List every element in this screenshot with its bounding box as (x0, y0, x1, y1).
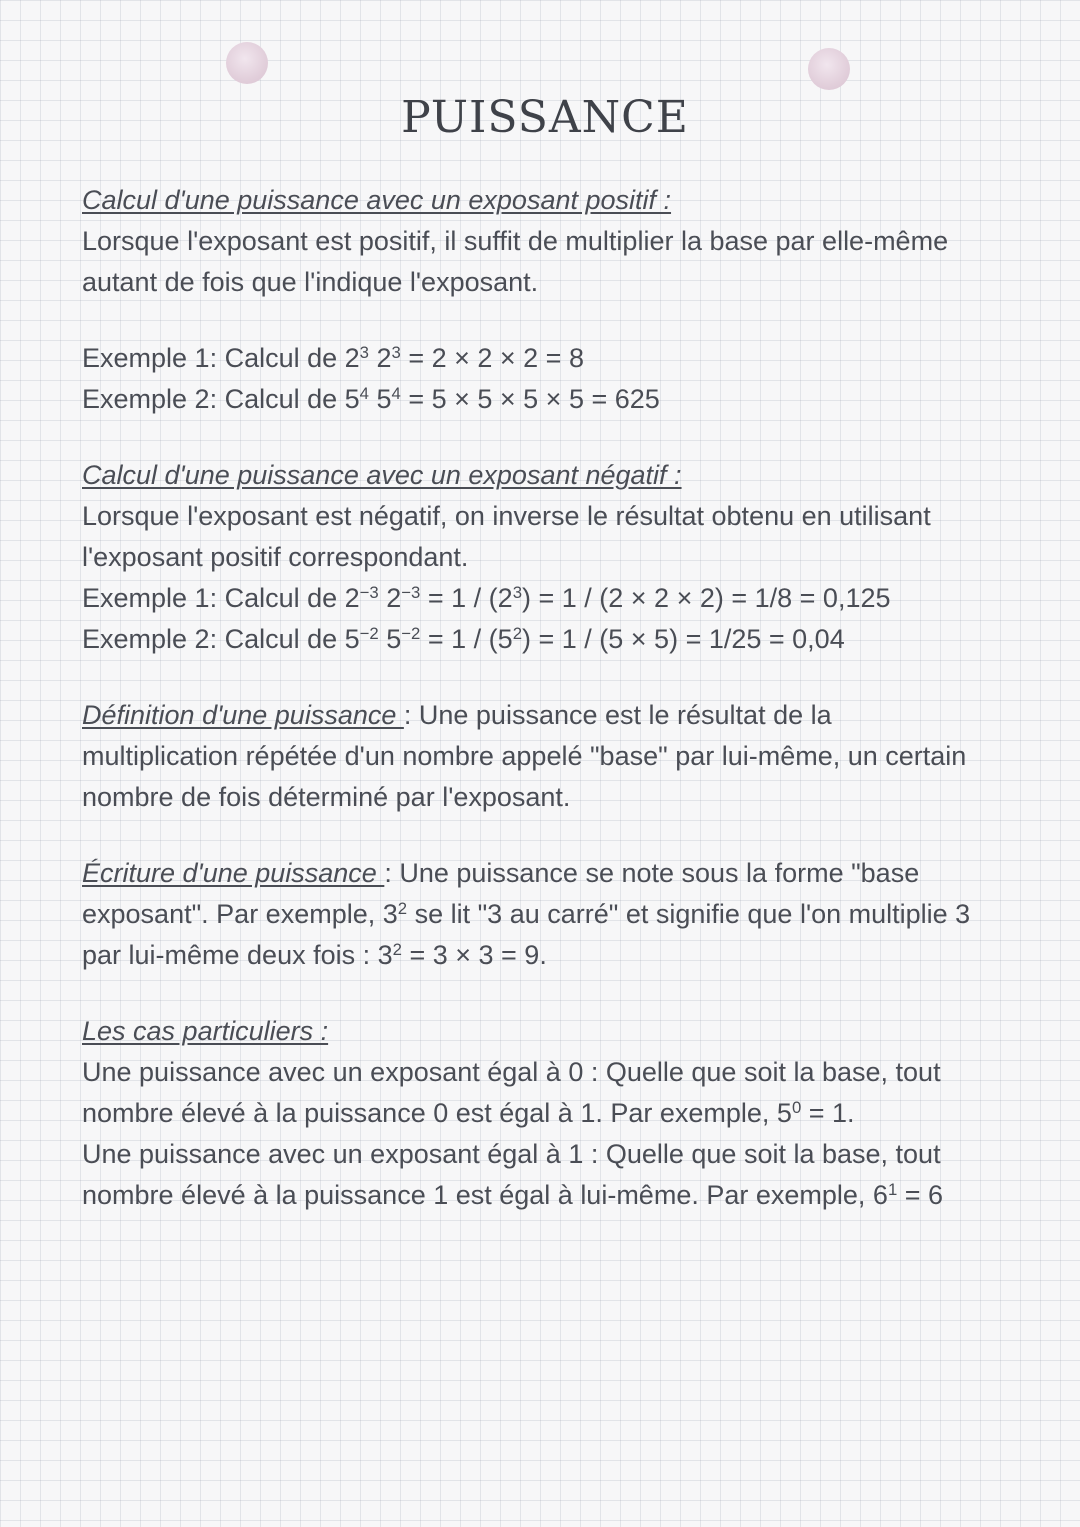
section-text: Une puissance avec un exposant égal à 0 : Quelle que soit la base, tout nombre élevé à la puissance 0 est égal à 1. Par exemple, $5^0 = 1$. (82, 1057, 941, 1128)
section-text: Lorsque l'exposant est négatif, on inverse le résultat obtenu en utilisant l'exposant positif correspondant. (82, 501, 931, 572)
example-line: Exemple 2: Calcul de $5^4$ $5^4 = 5 \times 5 \times 5 \times 5 = 625$ (82, 383, 660, 414)
section-negative (82, 455, 972, 660)
section-text: Une puissance avec un exposant égal à 1 : Quelle que soit la base, tout nombre élevé à la puissance 1 est égal à lui-même. Par exemple, $6^1 = 6$ (82, 1139, 944, 1210)
notes-content (82, 180, 972, 1216)
section-text: Définition d'une puissance : Une puissance est le résultat de la multiplication répétée d'un nombre appelé "base" par lui-même, un certain nombre de fois déterminé par l'exposant. (82, 700, 967, 812)
section-heading: Définition d'une puissance (82, 700, 404, 730)
section-cas-particuliers (82, 1011, 972, 1216)
punch-hole-left (226, 42, 268, 84)
section-ecriture (82, 853, 972, 976)
section-heading: Écriture d'une puissance (82, 858, 385, 888)
section-heading: Calcul d'une puissance avec un exposant positif : (82, 185, 672, 215)
punch-hole-right (808, 48, 850, 90)
section-text: Lorsque l'exposant est positif, il suffit de multiplier la base par elle-même autant de fois que l'indique l'exposant. (82, 226, 949, 297)
page-title: PUISSANCE (401, 92, 689, 143)
section-positive (82, 180, 972, 420)
example-line: Exemple 1: Calcul de $2^3$ $2^3 = 2 \times 2 \times 2 = 8$ (82, 342, 584, 373)
example-line: Exemple 2: Calcul de $5^{-2}$ $5^{-2} = 1 / (5^2) = 1 / (5 \times 5) = 1/25 = 0,04$ (82, 623, 845, 654)
example-line: Exemple 1: Calcul de $2^{-3}$ $2^{-3} = 1 / (2^3) = 1 / (2 \times 2 \times 2) = 1/8 = 0,125$ (82, 582, 891, 613)
section-definition (82, 695, 972, 818)
section-heading: Les cas particuliers : (82, 1016, 329, 1046)
section-text: Écriture d'une puissance : Une puissance se note sous la forme "base exposant". Par exemple, $3^2$ se lit "3 au carré" et signifie que l'on multiplie 3 par lui-même deux fois : $3^2 = 3 \times 3 = 9$. (82, 858, 971, 970)
section-heading: Calcul d'une puissance avec un exposant négatif : (82, 460, 682, 490)
